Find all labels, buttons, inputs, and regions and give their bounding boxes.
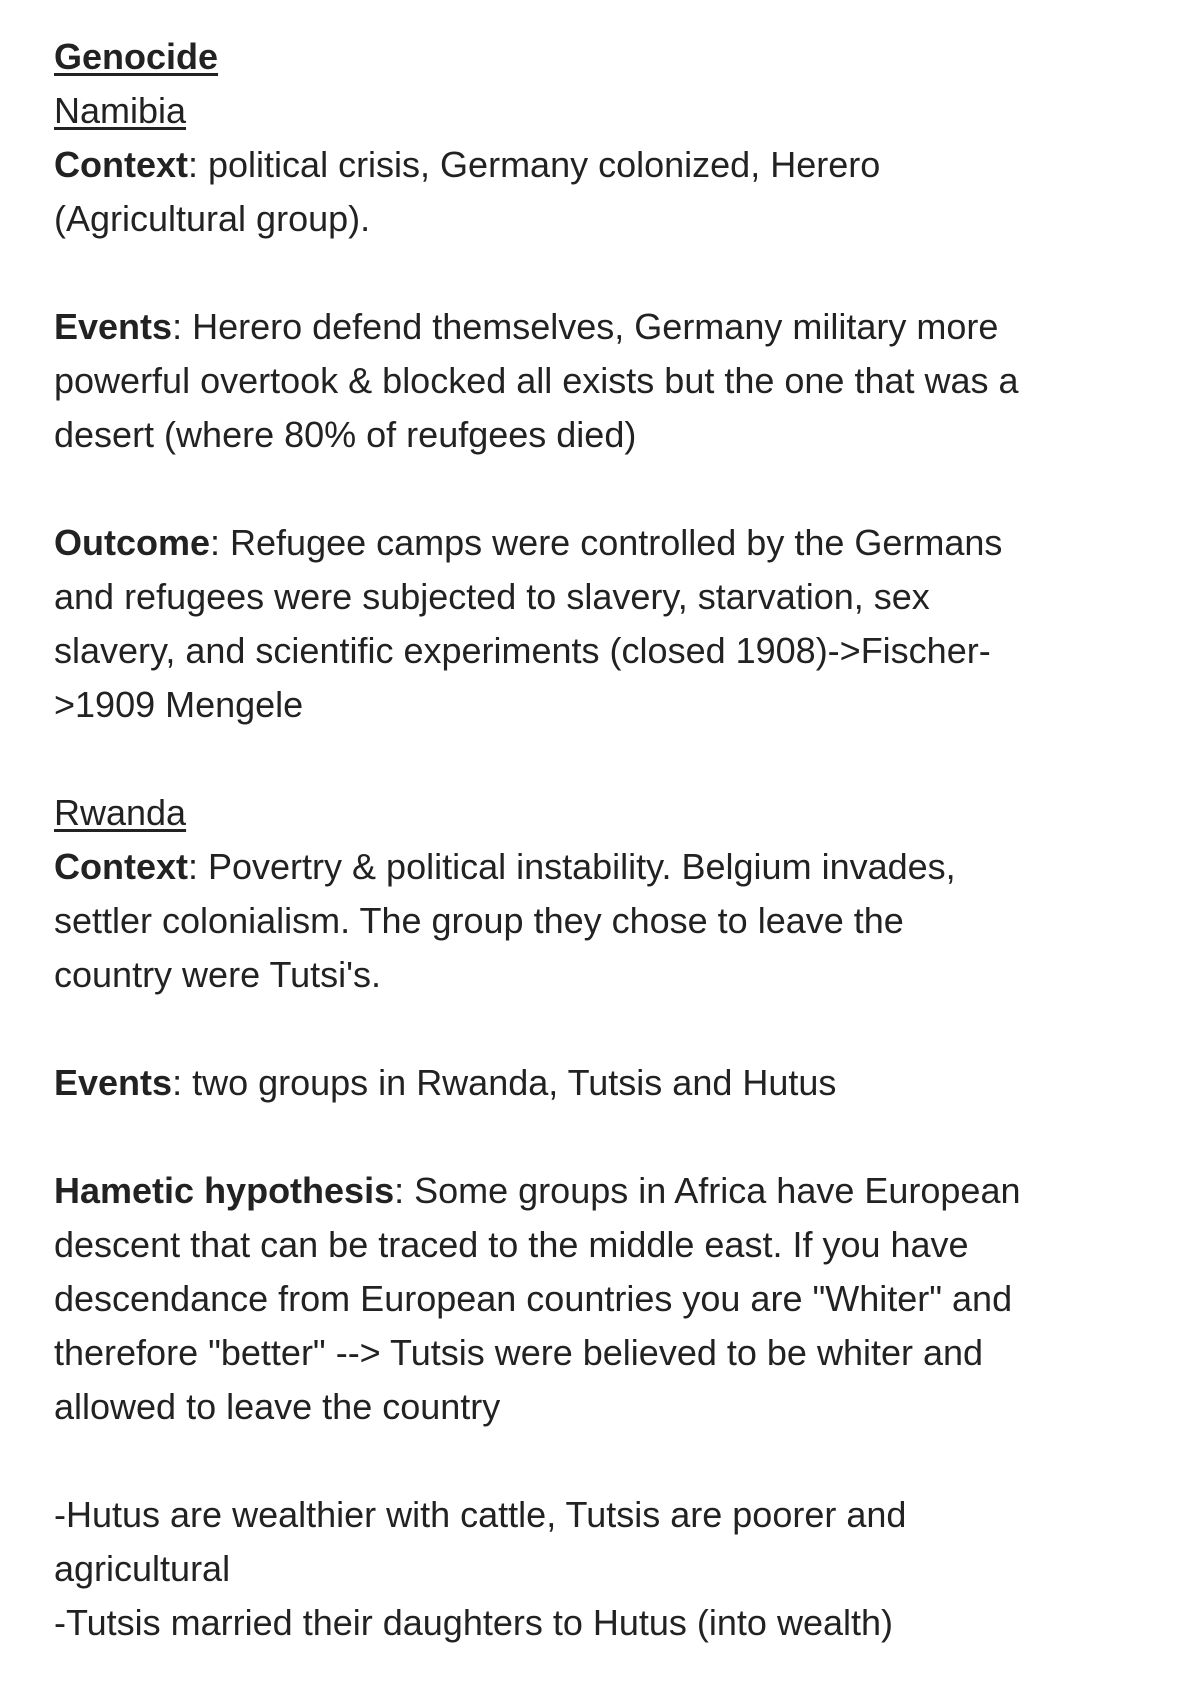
paragraph-spacer	[54, 1002, 1164, 1056]
rwanda-events-text: : two groups in Rwanda, Tutsis and Hutus	[172, 1062, 837, 1103]
rwanda-events-label: Events	[54, 1062, 173, 1103]
paragraph-line	[54, 840, 1164, 894]
rwanda-context-text: country were Tutsi's.	[54, 954, 381, 995]
hametic-hypothesis-text: descent that can be traced to the middle east. If you have	[54, 1224, 969, 1265]
rwanda-events-paragraph	[54, 1056, 1164, 1110]
rwanda-context-text: : Povertry & political instability. Belgium invades,	[188, 846, 956, 887]
namibia-section	[54, 84, 1164, 732]
rwanda-notes-list	[54, 1488, 1164, 1650]
rwanda-context-paragraph	[54, 840, 1164, 1002]
namibia-outcome-text: : Refugee camps were controlled by the Germans	[210, 522, 1003, 563]
namibia-outcome-paragraph	[54, 516, 1164, 732]
paragraph-spacer	[54, 1434, 1164, 1488]
namibia-events-text: powerful overtook & blocked all exists but the one that was a	[54, 360, 1019, 401]
paragraph-spacer	[54, 462, 1164, 516]
hametic-hypothesis-paragraph	[54, 1164, 1164, 1434]
namibia-events-label: Events	[54, 306, 173, 347]
note-line: -Hutus are wealthier with cattle, Tutsis are poorer and	[54, 1494, 907, 1535]
paragraph-line	[54, 138, 1164, 192]
namibia-events-text: : Herero defend themselves, Germany military more	[172, 306, 999, 347]
rwanda-context-text: settler colonialism. The group they chose to leave the	[54, 900, 904, 941]
namibia-context-label: Context	[54, 144, 188, 185]
paragraph-spacer	[54, 732, 1164, 786]
namibia-events-text: desert (where 80% of reufgees died)	[54, 414, 637, 455]
paragraph-line	[54, 300, 1164, 354]
note-line: agricultural	[54, 1548, 231, 1589]
hametic-hypothesis-label: Hametic hypothesis	[54, 1170, 395, 1211]
namibia-heading: Namibia	[54, 90, 187, 131]
namibia-outcome-label: Outcome	[54, 522, 211, 563]
hametic-hypothesis-text: therefore "better" --> Tutsis were believed to be whiter and	[54, 1332, 984, 1373]
notes-document	[54, 30, 1164, 1650]
hametic-hypothesis-text: descendance from European countries you are "Whiter" and	[54, 1278, 1013, 1319]
paragraph-line	[54, 516, 1164, 570]
paragraph-spacer	[54, 1110, 1164, 1164]
rwanda-section	[54, 786, 1164, 1650]
rwanda-heading: Rwanda	[54, 792, 187, 833]
note-line: -Tutsis married their daughters to Hutus (into wealth)	[54, 1602, 894, 1643]
namibia-context-paragraph	[54, 138, 1164, 246]
paragraph-spacer	[54, 246, 1164, 300]
rwanda-context-label: Context	[54, 846, 188, 887]
namibia-outcome-text: and refugees were subjected to slavery, starvation, sex	[54, 576, 930, 617]
namibia-outcome-text: slavery, and scientific experiments (closed 1908)->Fischer-	[54, 630, 991, 671]
namibia-outcome-text: >1909 Mengele	[54, 684, 304, 725]
namibia-context-text: : political crisis, Germany colonized, Herero	[188, 144, 881, 185]
namibia-events-paragraph	[54, 300, 1164, 462]
document-title: Genocide	[54, 36, 219, 77]
hametic-hypothesis-text: allowed to leave the country	[54, 1386, 501, 1427]
paragraph-line	[54, 1056, 1164, 1110]
paragraph-line	[54, 1164, 1164, 1218]
hametic-hypothesis-text: : Some groups in Africa have European	[394, 1170, 1021, 1211]
namibia-context-text: (Agricultural group).	[54, 198, 371, 239]
